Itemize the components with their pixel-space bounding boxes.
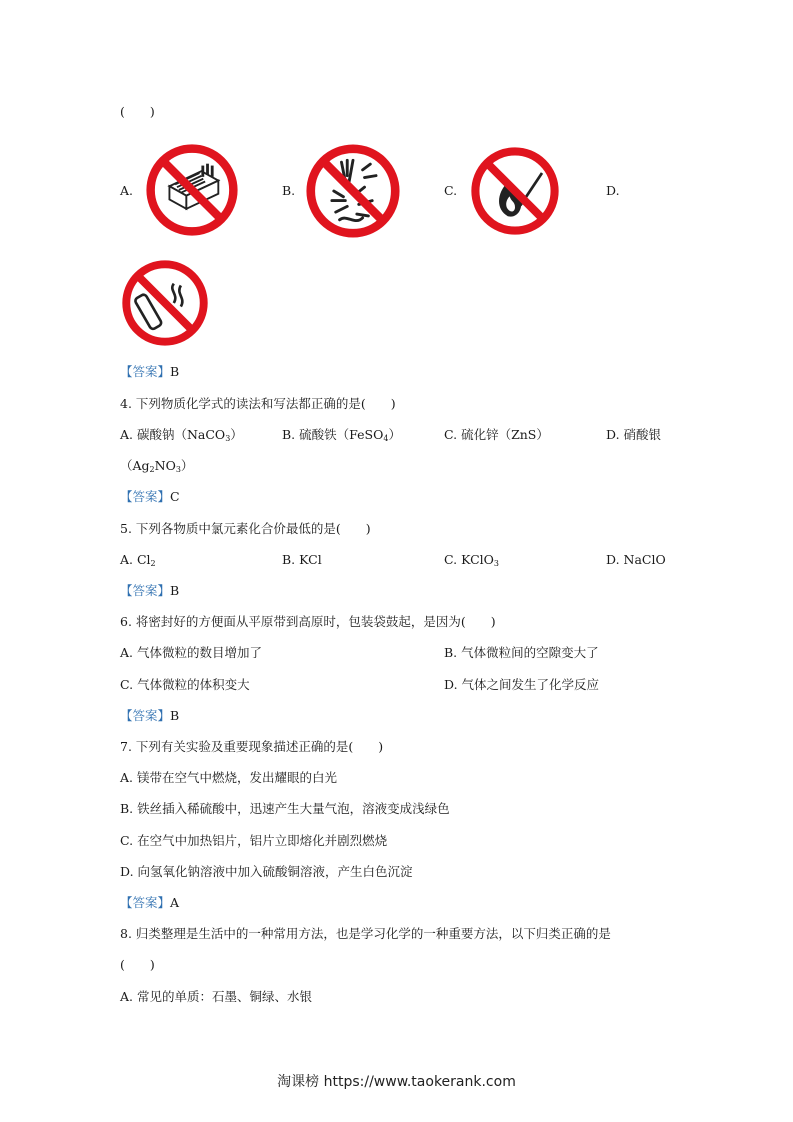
q6-answer: 【答案】B [120, 708, 180, 723]
q6-option-a: A. 气体微粒的数目增加了 [120, 645, 262, 660]
q4-option-c: C. 硫化锌（ZnS） [444, 427, 549, 442]
question-3-stem-tail: ( ) [120, 104, 155, 119]
q3-answer: 【答案】B [120, 364, 180, 379]
question-4-stem: 4. 下列物质化学式的读法和写法都正确的是( ) [120, 396, 396, 411]
q6-option-b: B. 气体微粒间的空隙变大了 [444, 645, 599, 660]
q6-option-c: C. 气体微粒的体积变大 [120, 677, 250, 692]
q5-option-b: B. KCl [282, 552, 322, 567]
q6-option-d: D. 气体之间发生了化学反应 [444, 677, 600, 692]
q4-answer: 【答案】C [120, 489, 180, 504]
question-8-stem: 8. 归类整理是生活中的一种常用方法，也是学习化学的一种重要方法，以下归类正确的是 [120, 926, 611, 941]
q7-answer: 【答案】A [120, 895, 180, 910]
q7-option-c: C. 在空气中加热铝片，铝片立即熔化并剧烈燃烧 [120, 833, 388, 848]
q4-option-b: B. 硫酸铁（FeSO$_4$） [282, 427, 401, 443]
no-smoking-icon [121, 259, 209, 347]
question-5-stem: 5. 下列各物质中氯元素化合价最低的是( ) [120, 521, 371, 536]
no-matches-icon [145, 143, 239, 237]
q7-option-d: D. 向氢氧化钠溶液中加入硫酸铜溶液，产生白色沉淀 [120, 864, 413, 879]
no-fireworks-icon [305, 143, 401, 239]
q4-option-a: A. 碳酸钠（NaCO$_3$） [120, 427, 243, 443]
question-8-stem-cont: ( ) [120, 957, 155, 972]
q7-option-a: A. 镁带在空气中燃烧，发出耀眼的白光 [120, 770, 337, 785]
q4-option-d: D. 硝酸银 [606, 427, 662, 442]
q3-option-b-label: B. [282, 183, 296, 198]
q3-option-d-label: D. [606, 183, 620, 198]
q4-option-d-formula: $(Ag_2NO_3)$ [120, 458, 194, 474]
footer-watermark: 淘课榜 https://www.taokerank.com [277, 1074, 516, 1090]
no-fire-icon [470, 146, 560, 236]
q5-option-a: A. $Cl_2$ [120, 552, 156, 568]
q8-option-a: A. 常见的单质：石墨、铜绿、水银 [120, 989, 312, 1004]
q5-option-d: D. NaClO [606, 552, 666, 567]
q3-option-a-label: A. [120, 183, 134, 198]
q7-option-b: B. 铁丝插入稀硫酸中，迅速产生大量气泡，溶液变成浅绿色 [120, 801, 450, 816]
q3-option-c-label: C. [444, 183, 458, 198]
q5-option-c: C. KClO$_3$ [444, 552, 499, 568]
question-7-stem: 7. 下列有关实验及重要现象描述正确的是( ) [120, 739, 384, 754]
q5-answer: 【答案】B [120, 583, 180, 598]
question-6-stem: 6. 将密封好的方便面从平原带到高原时，包装袋鼓起，是因为( ) [120, 614, 496, 629]
